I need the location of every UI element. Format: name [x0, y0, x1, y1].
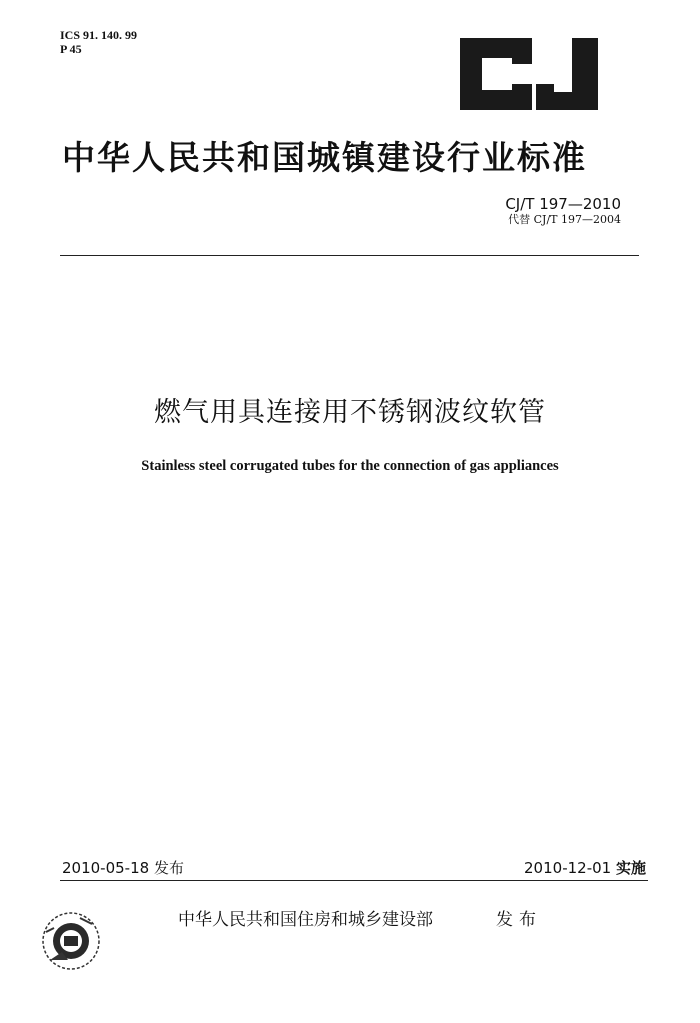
publish-label: 发布: [496, 910, 542, 930]
standard-category: 中华人民共和国城镇建设行业标准: [62, 138, 587, 177]
issuer-line: [178, 905, 542, 930]
implement-label: 实施: [615, 859, 646, 877]
ics-classification: [60, 28, 137, 56]
class-code: P 45: [60, 42, 82, 56]
standard-code: CJ/T 197—2010: [505, 195, 621, 213]
implement-date: 2010-12-01: [524, 859, 612, 877]
implement-date-block: [524, 857, 646, 878]
issue-date: 2010-05-18 发布: [62, 859, 184, 877]
standard-number-block: [505, 195, 621, 227]
chinese-title: 燃气用具连接用不锈钢波纹软管: [154, 397, 546, 428]
replaces-code: 代替 CJ/T 197—2004: [508, 213, 621, 226]
cj-logo: [460, 38, 598, 110]
bottom-divider: [60, 880, 648, 881]
english-title: Stainless steel corrugated tubes for the connection of gas appliances: [141, 458, 559, 474]
top-divider: [60, 255, 639, 256]
date-row: [60, 857, 648, 877]
publisher-seal-icon: [40, 910, 102, 972]
issuer-name: 中华人民共和国住房和城乡建设部: [178, 910, 433, 930]
ics-code: ICS 91. 140. 99: [60, 28, 138, 42]
